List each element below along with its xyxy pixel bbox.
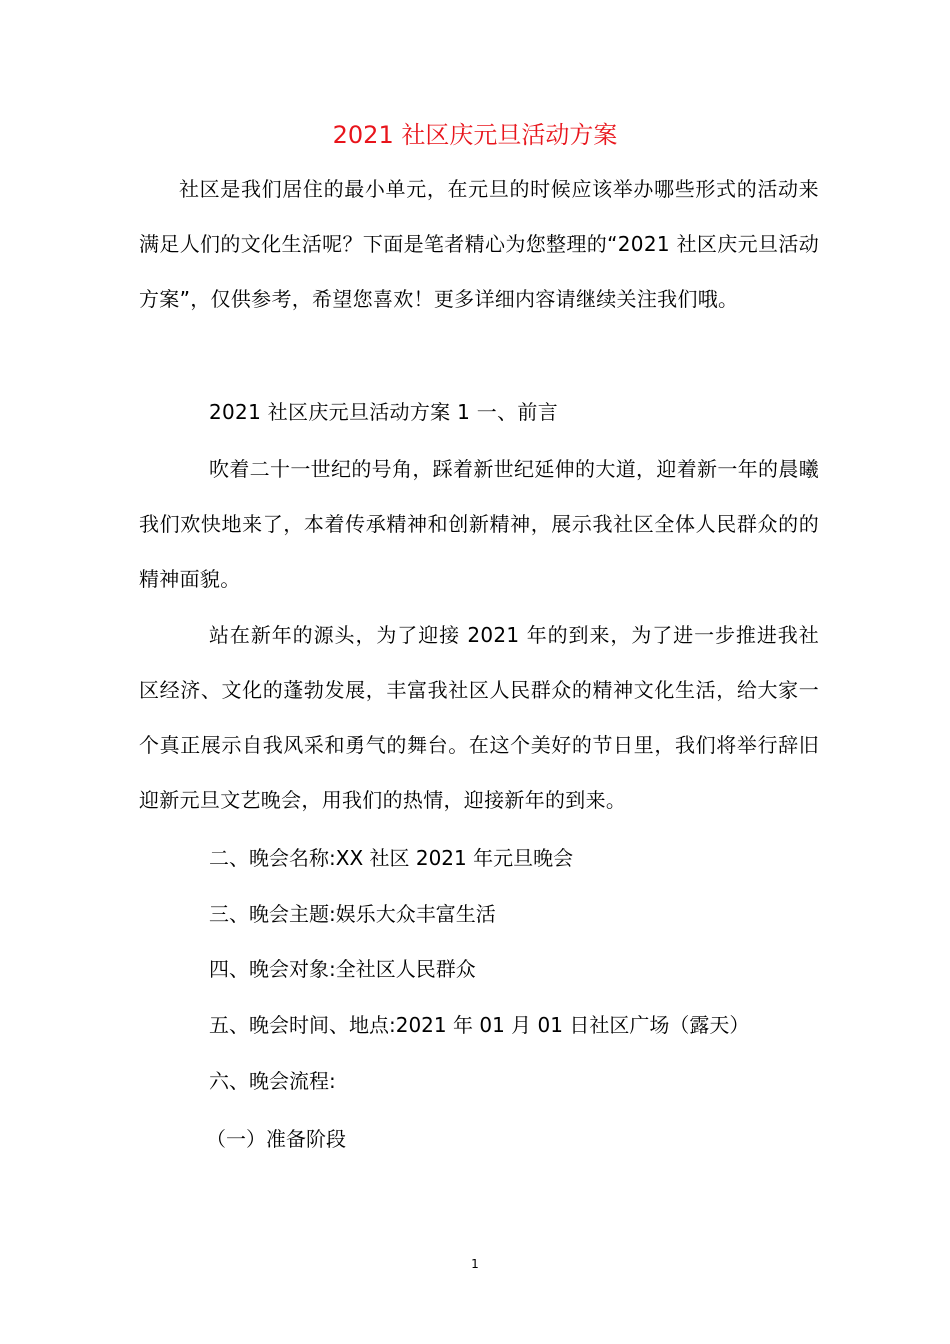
item-party-time-location: 五、晚会时间、地点:2021 年 01 月 01 日社区广场（露天） — [209, 1013, 750, 1037]
item-party-target: 四、晚会对象:全社区人民群众 — [209, 957, 476, 981]
document-title: 2021 社区庆元旦活动方案 — [332, 121, 618, 149]
preface-paragraph-1: 吹着二十一世纪的号角，踩着新世纪延伸的大道，迎着新一年的晨曦我们欢快地来了，本着传承精神和创新精神，展示我社区全体人民群众的的精神面貌。 — [139, 457, 819, 591]
section-heading: 2021 社区庆元旦活动方案 1 一、前言 — [209, 400, 558, 424]
page-number: 1 — [471, 1257, 479, 1271]
preface-paragraph-2: 站在新年的源头，为了迎接 2021 年的到来，为了进一步推进我社区经济、文化的蓬勃发展，丰富我社区人民群众的精神文化生活，给大家一个真正展示自我风采和勇气的舞台。在这个美好的节日里，我们将举行辞旧迎新元旦文艺晚会，用我们的热情，迎接新年的到来。 — [139, 623, 819, 812]
item-preparation-stage: （一）准备阶段 — [206, 1127, 346, 1151]
intro-paragraph: 社区是我们居住的最小单元，在元旦的时候应该举办哪些形式的活动来满足人们的文化生活呢？下面是笔者精心为您整理的“2021 社区庆元旦活动方案”，仅供参考，希望您喜欢！更多详细内容请继续关注我们哦。 — [139, 177, 819, 311]
item-party-name: 二、晚会名称:XX 社区 2021 年元旦晚会 — [209, 846, 574, 870]
item-party-flow: 六、晚会流程: — [209, 1069, 336, 1093]
item-party-theme: 三、晚会主题:娱乐大众丰富生活 — [209, 902, 496, 926]
